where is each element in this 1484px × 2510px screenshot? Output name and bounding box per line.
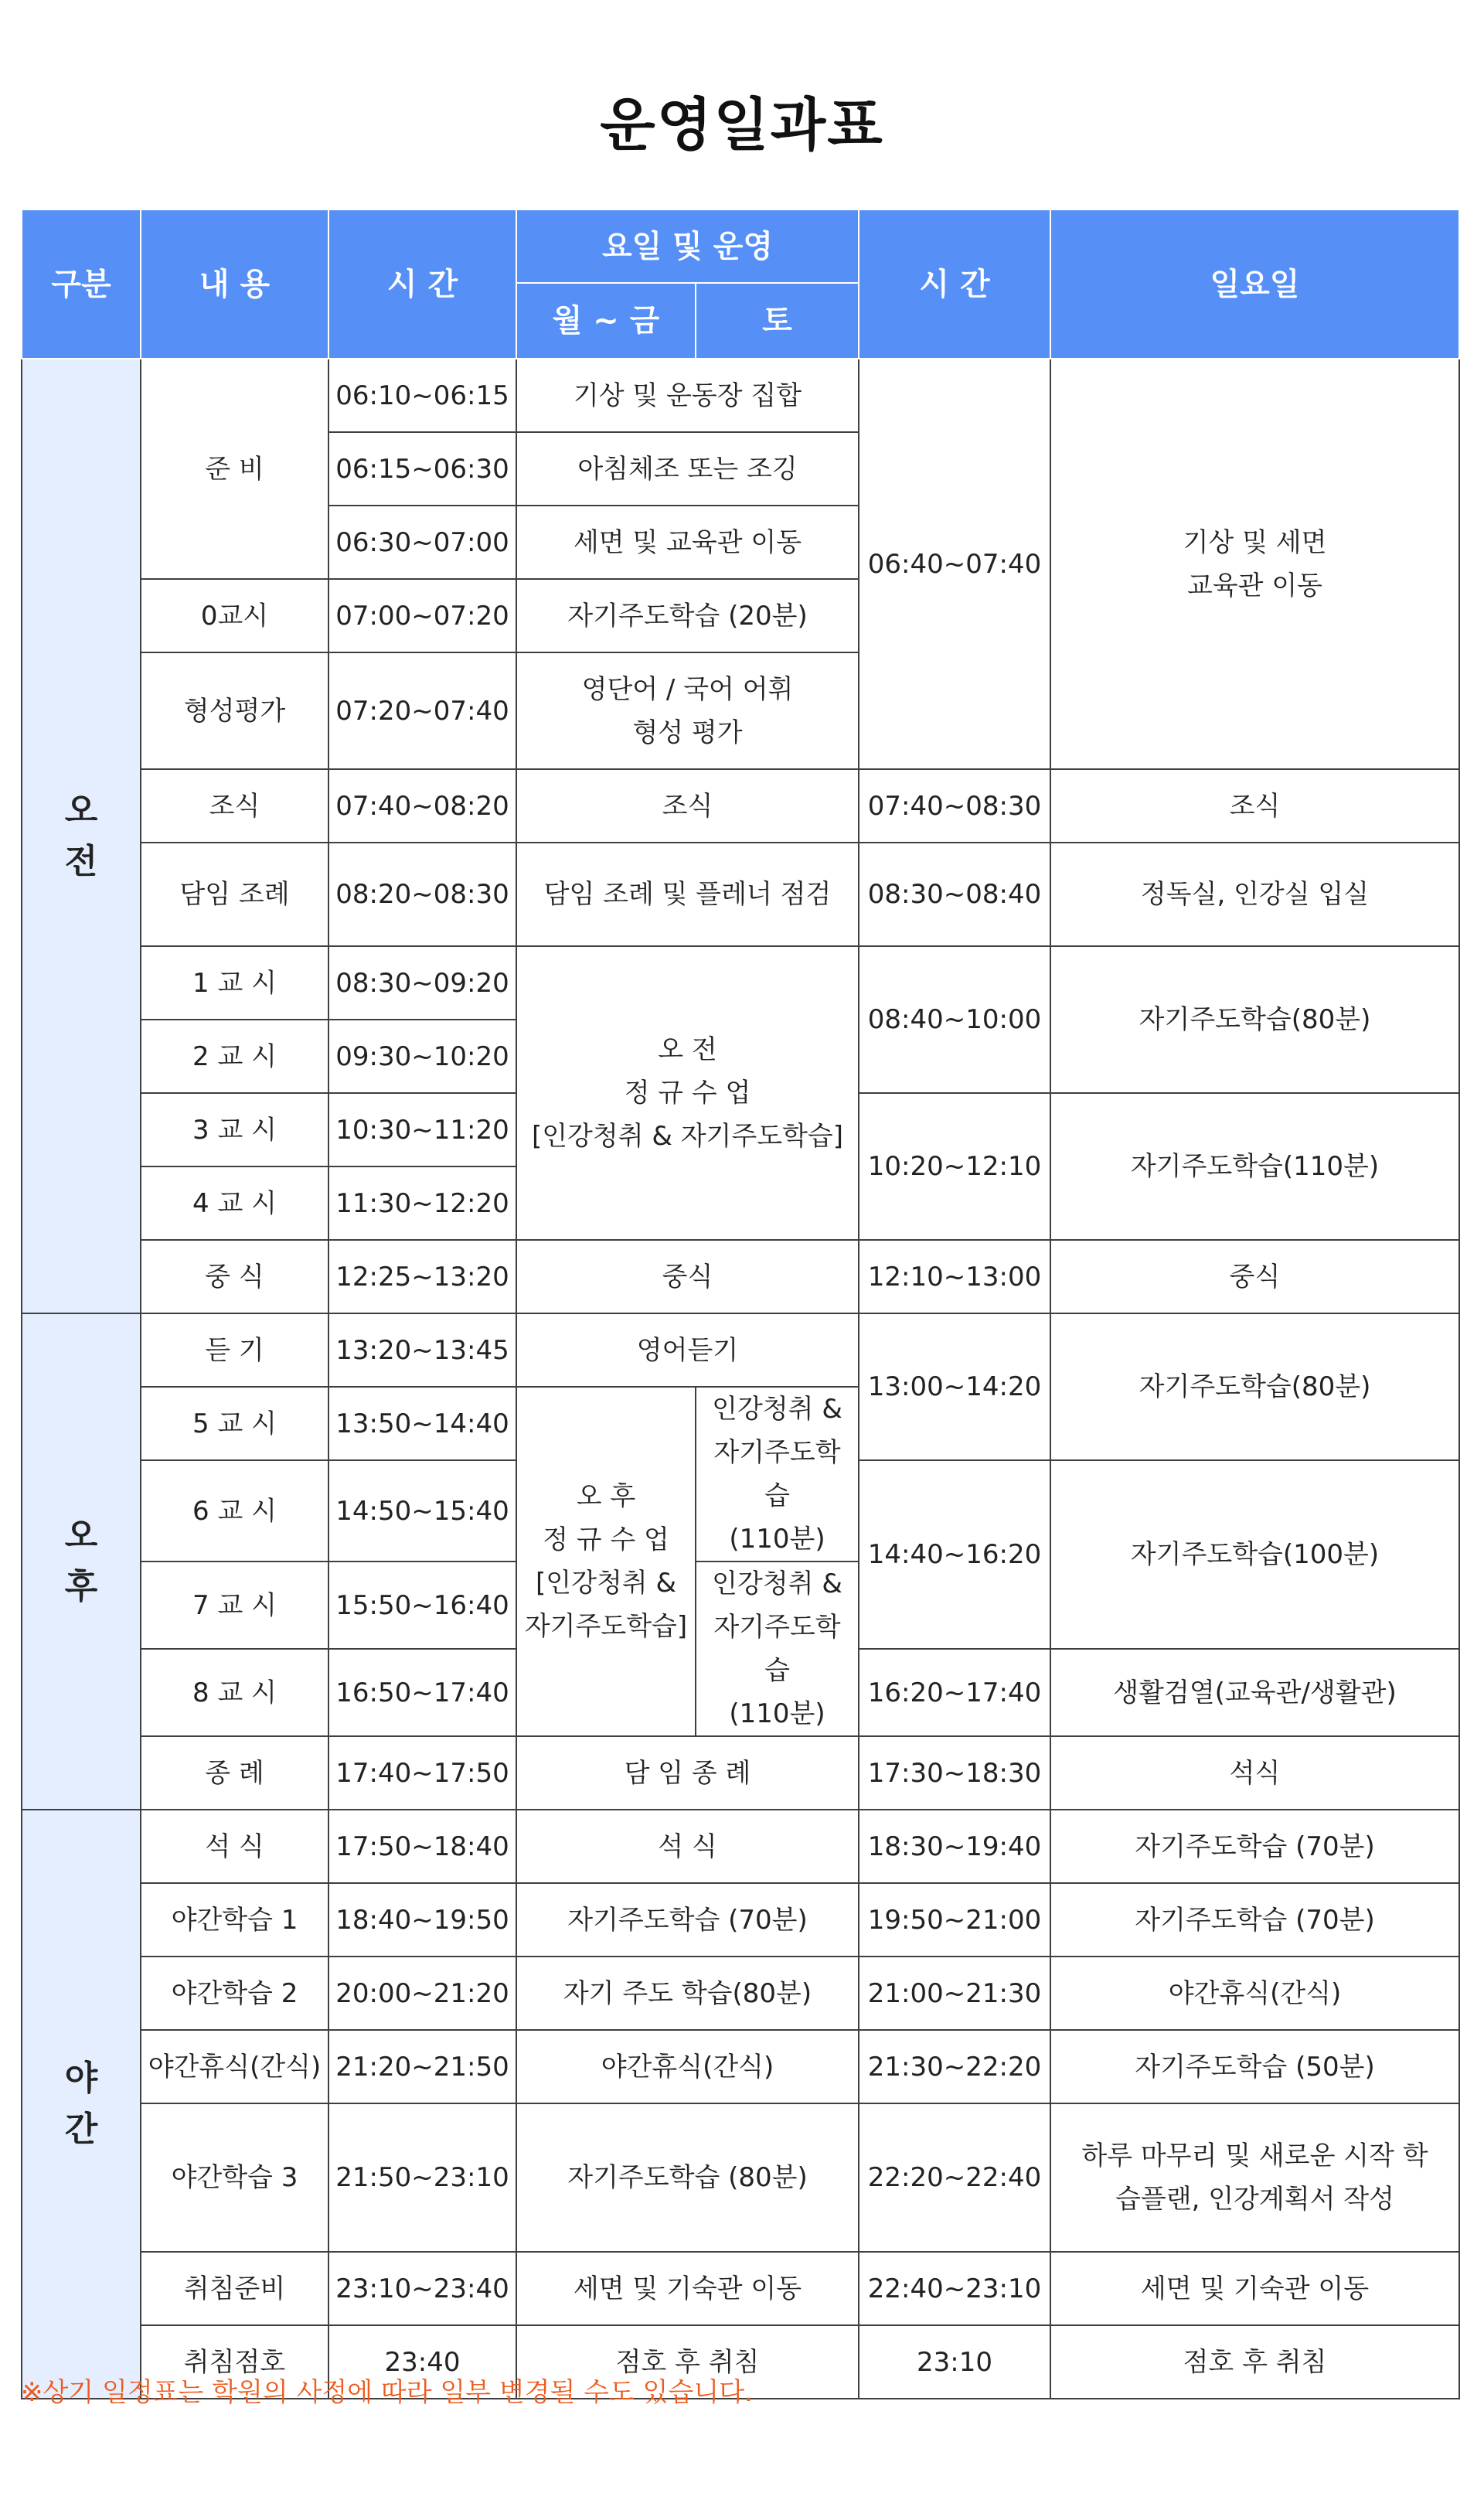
activity-cell: 자기 주도 학습(80분) <box>516 1957 859 2030</box>
time-cell: 17:50~18:40 <box>328 1810 516 1883</box>
time-cell: 23:10~23:40 <box>328 2252 516 2325</box>
content-cell: 취침준비 <box>141 2252 328 2325</box>
content-cell: 야간학습 3 <box>141 2103 328 2252</box>
sunday-time-cell: 17:30~18:30 <box>859 1736 1050 1810</box>
sunday-activity-cell: 정독실, 인강실 입실 <box>1050 843 1459 946</box>
activity-cell: 아침체조 또는 조깅 <box>516 432 859 506</box>
sunday-activity-cell: 점호 후 취침 <box>1050 2325 1459 2399</box>
sunday-time-cell: 22:20~22:40 <box>859 2103 1050 2252</box>
sunday-activity-cell: 자기주도학습 (50분) <box>1050 2030 1459 2103</box>
time-cell: 18:40~19:50 <box>328 1883 516 1957</box>
schedule-table <box>21 209 1460 2399</box>
table-row <box>22 2252 1459 2325</box>
activity-cell: 세면 및 기숙관 이동 <box>516 2252 859 2325</box>
table-row <box>22 2030 1459 2103</box>
activity-cell: 기상 및 운동장 집합 <box>516 359 859 432</box>
content-cell: 4 교 시 <box>141 1166 328 1240</box>
time-cell: 17:40~17:50 <box>328 1736 516 1810</box>
sunday-activity-cell: 기상 및 세면 교육관 이동 <box>1050 359 1459 769</box>
header-sunday: 일요일 <box>1050 209 1459 359</box>
activity-cell: 조식 <box>516 769 859 843</box>
sunday-activity-cell: 자기주도학습(110분) <box>1050 1093 1459 1240</box>
sunday-activity-cell: 야간휴식(간식) <box>1050 1957 1459 2030</box>
time-cell: 06:30~07:00 <box>328 506 516 579</box>
activity-cell: 영어듣기 <box>516 1313 859 1387</box>
content-cell: 8 교 시 <box>141 1649 328 1736</box>
sunday-time-cell: 19:50~21:00 <box>859 1883 1050 1957</box>
time-cell: 07:40~08:20 <box>328 769 516 843</box>
content-cell: 취침점호 <box>141 2325 328 2399</box>
section-afternoon: 오 후 <box>22 1313 141 1810</box>
header-time: 시 간 <box>328 209 516 359</box>
header-saturday: 토 <box>696 283 859 359</box>
content-cell: 6 교 시 <box>141 1460 328 1562</box>
sunday-time-cell: 21:30~22:20 <box>859 2030 1050 2103</box>
sunday-activity-cell: 중식 <box>1050 1240 1459 1313</box>
sunday-time-cell: 23:10 <box>859 2325 1050 2399</box>
time-cell: 10:30~11:20 <box>328 1093 516 1166</box>
activity-cell: 점호 후 취침 <box>516 2325 859 2399</box>
sunday-activity-cell: 생활검열(교육관/생활관) <box>1050 1649 1459 1736</box>
content-cell: 담임 조례 <box>141 843 328 946</box>
time-cell: 16:50~17:40 <box>328 1649 516 1736</box>
content-cell: 야간휴식(간식) <box>141 2030 328 2103</box>
time-cell: 15:50~16:40 <box>328 1562 516 1649</box>
time-cell: 13:50~14:40 <box>328 1387 516 1460</box>
activity-cell: 오 전 정 규 수 업 [인강청취 & 자기주도학습] <box>516 946 859 1240</box>
table-row <box>22 1313 1459 1387</box>
time-cell: 08:30~09:20 <box>328 946 516 1020</box>
content-cell: 형성평가 <box>141 652 328 769</box>
content-cell: 1 교 시 <box>141 946 328 1020</box>
sunday-time-cell: 16:20~17:40 <box>859 1649 1050 1736</box>
section-night: 야 간 <box>22 1810 141 2399</box>
time-cell: 13:20~13:45 <box>328 1313 516 1387</box>
sunday-activity-cell: 하루 마무리 및 새로운 시작 학 습플랜, 인강계획서 작성 <box>1050 2103 1459 2252</box>
activity-cell: 세면 및 교육관 이동 <box>516 506 859 579</box>
table-row <box>22 843 1459 946</box>
activity-cell: 자기주도학습 (20분) <box>516 579 859 652</box>
footnote: ※상기 일정표는 학원의 사정에 따라 일부 변경될 수도 있습니다. <box>21 2377 753 2408</box>
content-cell: 중 식 <box>141 1240 328 1313</box>
table-row <box>22 946 1459 1020</box>
time-cell: 20:00~21:20 <box>328 1957 516 2030</box>
time-cell: 07:20~07:40 <box>328 652 516 769</box>
sunday-time-cell: 12:10~13:00 <box>859 1240 1050 1313</box>
content-cell: 듣 기 <box>141 1313 328 1387</box>
content-cell: 야간학습 2 <box>141 1957 328 2030</box>
sunday-time-cell: 22:40~23:10 <box>859 2252 1050 2325</box>
sunday-activity-cell: 자기주도학습(100분) <box>1050 1460 1459 1649</box>
activity-cell: 중식 <box>516 1240 859 1313</box>
time-cell: 06:15~06:30 <box>328 432 516 506</box>
activity-cell: 자기주도학습 (70분) <box>516 1883 859 1957</box>
sunday-time-cell: 08:30~08:40 <box>859 843 1050 946</box>
content-cell: 야간학습 1 <box>141 1883 328 1957</box>
time-cell: 09:30~10:20 <box>328 1020 516 1093</box>
table-row <box>22 1810 1459 1883</box>
time-cell: 08:20~08:30 <box>328 843 516 946</box>
table-row <box>22 1883 1459 1957</box>
header-sunday-time: 시 간 <box>859 209 1050 359</box>
content-cell: 조식 <box>141 769 328 843</box>
table-row <box>22 2103 1459 2252</box>
table-header <box>22 209 1459 359</box>
time-cell: 06:10~06:15 <box>328 359 516 432</box>
time-cell: 21:50~23:10 <box>328 2103 516 2252</box>
header-content: 내 용 <box>141 209 328 359</box>
activity-cell: 담 임 종 례 <box>516 1736 859 1810</box>
time-cell: 11:30~12:20 <box>328 1166 516 1240</box>
weekday-activity-cell: 오 후 정 규 수 업 [인강청취 & 자기주도학습] <box>516 1387 696 1736</box>
saturday-activity-cell: 인강청취 & 자기주도학습 (110분) <box>696 1562 859 1736</box>
content-cell: 2 교 시 <box>141 1020 328 1093</box>
table-body <box>22 359 1459 2399</box>
sunday-time-cell: 13:00~14:20 <box>859 1313 1050 1460</box>
table-row <box>22 1240 1459 1313</box>
sunday-time-cell: 07:40~08:30 <box>859 769 1050 843</box>
content-cell: 종 례 <box>141 1736 328 1810</box>
sunday-time-cell: 06:40~07:40 <box>859 359 1050 769</box>
sunday-activity-cell: 자기주도학습 (70분) <box>1050 1883 1459 1957</box>
page-title: 운영일과표 <box>600 92 884 158</box>
activity-cell: 야간휴식(간식) <box>516 2030 859 2103</box>
activity-cell: 담임 조례 및 플레너 점검 <box>516 843 859 946</box>
content-cell: 3 교 시 <box>141 1093 328 1166</box>
sunday-time-cell: 18:30~19:40 <box>859 1810 1050 1883</box>
sunday-time-cell: 08:40~10:00 <box>859 946 1050 1093</box>
sunday-time-cell: 10:20~12:10 <box>859 1093 1050 1240</box>
time-cell: 12:25~13:20 <box>328 1240 516 1313</box>
activity-cell: 영단어 / 국어 어휘 형성 평가 <box>516 652 859 769</box>
saturday-activity-cell: 인강청취 & 자기주도학습 (110분) <box>696 1387 859 1562</box>
sunday-time-cell: 14:40~16:20 <box>859 1460 1050 1649</box>
time-cell: 23:40 <box>328 2325 516 2399</box>
activity-cell: 자기주도학습 (80분) <box>516 2103 859 2252</box>
header-category: 구분 <box>22 209 141 359</box>
time-cell: 14:50~15:40 <box>328 1460 516 1562</box>
table-row <box>22 769 1459 843</box>
sunday-time-cell: 21:00~21:30 <box>859 1957 1050 2030</box>
time-cell: 07:00~07:20 <box>328 579 516 652</box>
content-cell: 석 식 <box>141 1810 328 1883</box>
sunday-activity-cell: 세면 및 기숙관 이동 <box>1050 2252 1459 2325</box>
sunday-activity-cell: 석식 <box>1050 1736 1459 1810</box>
content-cell: 0교시 <box>141 579 328 652</box>
time-cell: 21:20~21:50 <box>328 2030 516 2103</box>
sunday-activity-cell: 자기주도학습(80분) <box>1050 946 1459 1093</box>
section-morning: 오 전 <box>22 359 141 1313</box>
content-cell: 7 교 시 <box>141 1562 328 1649</box>
sunday-activity-cell: 자기주도학습 (70분) <box>1050 1810 1459 1883</box>
table-row <box>22 359 1459 432</box>
table-row <box>22 1957 1459 2030</box>
header-days-operation: 요일 및 운영 <box>516 209 859 283</box>
sunday-activity-cell: 조식 <box>1050 769 1459 843</box>
sunday-activity-cell: 자기주도학습(80분) <box>1050 1313 1459 1460</box>
content-cell: 준 비 <box>141 359 328 579</box>
header-weekday: 월 ~ 금 <box>516 283 696 359</box>
table-row <box>22 1736 1459 1810</box>
activity-cell: 석 식 <box>516 1810 859 1883</box>
content-cell: 5 교 시 <box>141 1387 328 1460</box>
